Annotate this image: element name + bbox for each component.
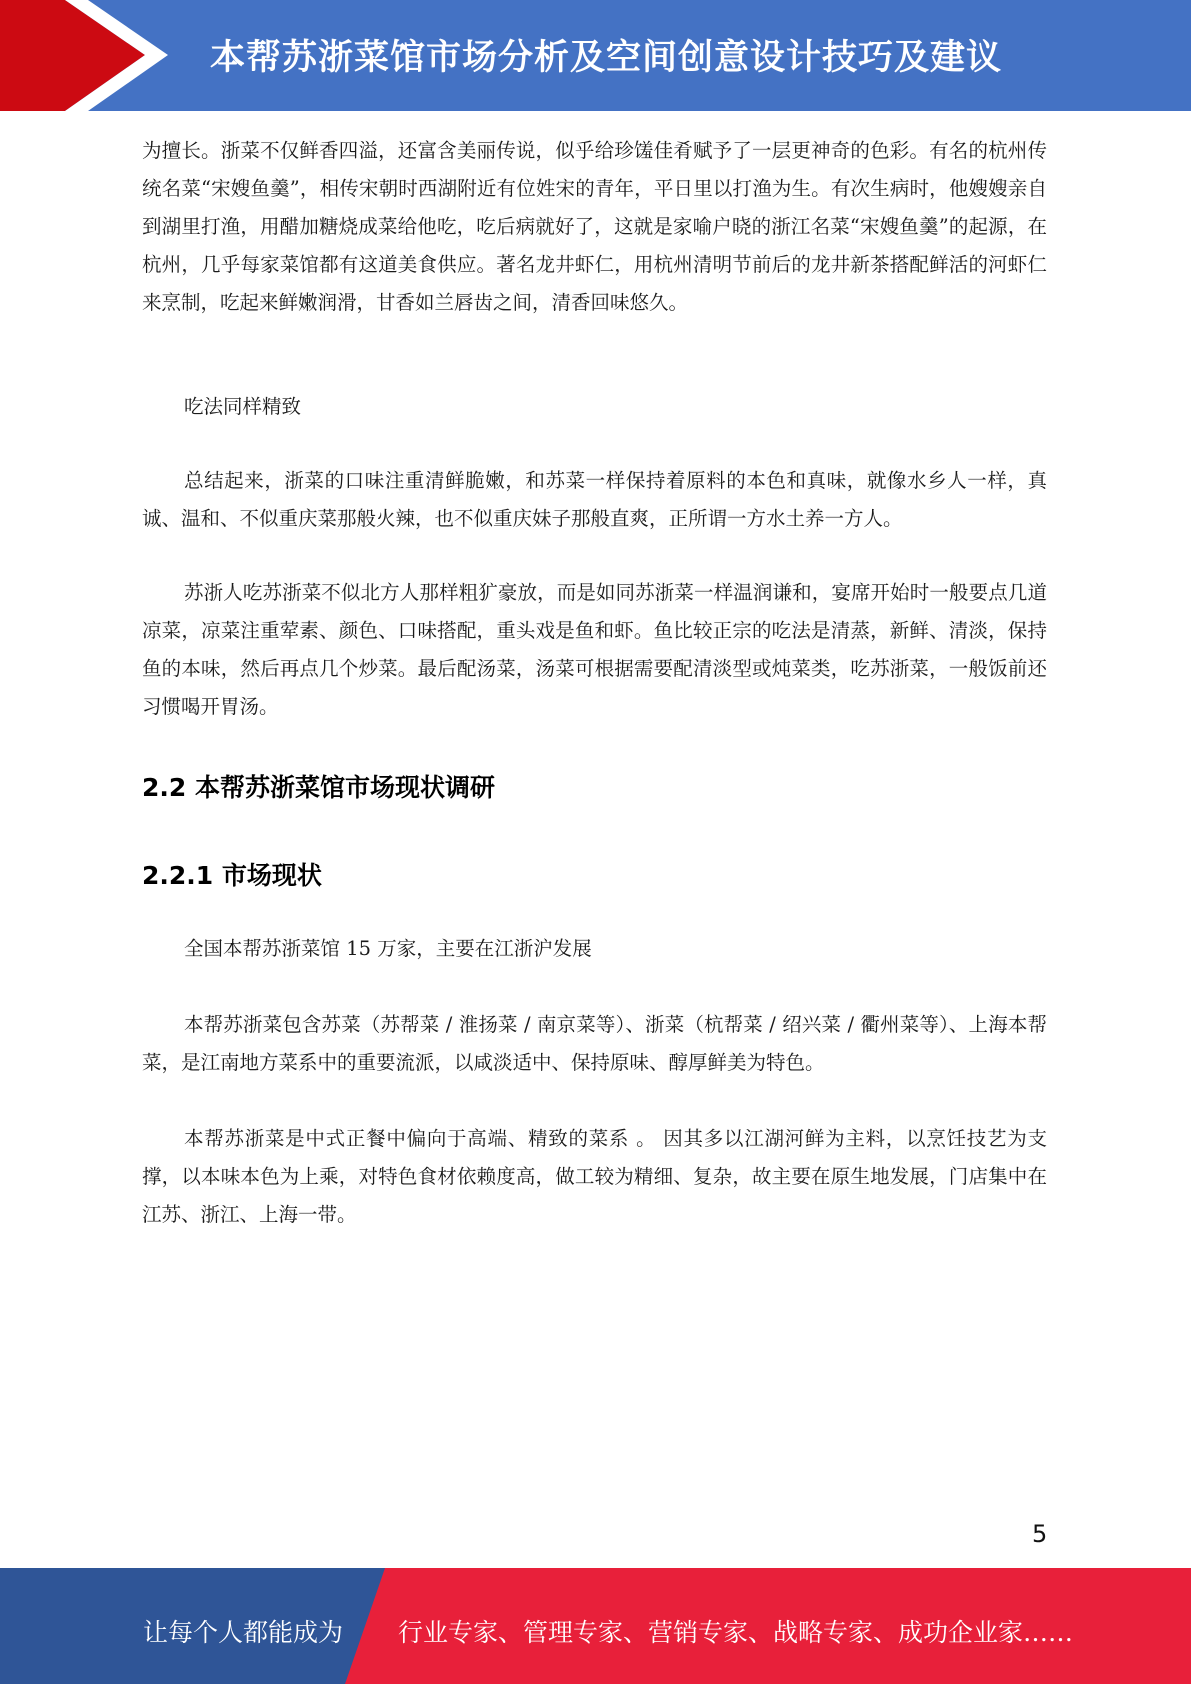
paragraph: 苏浙人吃苏浙菜不似北方人那样粗犷豪放，而是如同苏浙菜一样温润谦和，宴席开始时一般要点几道凉菜，凉菜注重荤素、颜色、口味搭配，重头戏是鱼和虾。鱼比较正宗的吃法是清蒸，新鲜、清淡，保持鱼的本味，然后再点几个炒菜。最后配汤菜，汤菜可根据需要配清淡型或炖菜类，吃苏浙菜，一般饭前还习惯喝开胃汤。 xyxy=(142,581,1047,718)
paragraph: 为擅长。浙菜不仅鲜香四溢，还富含美丽传说，似乎给珍馐佳肴赋予了一层更神奇的色彩。有名的杭州传统名菜“宋嫂鱼羹”，相传宋朝时西湖附近有位姓宋的青年，平日里以打渔为生。有次生病时，他嫂嫂亲自到湖里打渔，用醋加糖烧成菜给他吃，吃后病就好了，这就是家喻户晓的浙江名菜“宋嫂鱼羹”的起源，在杭州，几乎每家菜馆都有这道美食供应。著名龙井虾仁，用杭州清明节前后的龙井新茶搭配鲜活的河虾仁来烹制，吃起来鲜嫩润滑，甘香如兰唇齿之间，清香回味悠久。 xyxy=(142,139,1047,314)
page-footer xyxy=(0,1568,1191,1684)
paragraph: 总结起来，浙菜的口味注重清鲜脆嫩，和苏菜一样保持着原料的本色和真味，就像水乡人一样，真诚、温和、不似重庆菜那般火辣，也不似重庆妹子那般直爽，正所谓一方水土养一方人。 xyxy=(142,469,1047,530)
paragraph: 全国本帮苏浙菜馆 15 万家，主要在江浙沪发展 xyxy=(184,937,592,960)
footer-slogan-left: 让每个人都能成为 xyxy=(143,1618,344,1647)
subsection-heading: 2.2.1 市场现状 xyxy=(142,861,322,890)
paragraph: 吃法同样精致 xyxy=(184,395,302,418)
document-title: 本帮苏浙菜馆市场分析及空间创意设计技巧及建议 xyxy=(210,38,1003,78)
footer-slogan-right: 行业专家、管理专家、营销专家、战略专家、成功企业家…… xyxy=(398,1618,1074,1647)
main-content xyxy=(142,132,1047,1234)
page-number: 5 xyxy=(1032,1520,1048,1548)
paragraph: 本帮苏浙菜包含苏菜（苏帮菜 / 淮扬菜 / 南京菜等）、浙菜（杭帮菜 / 绍兴菜 / 衢州菜等）、上海本帮菜，是江南地方菜系中的重要流派，以咸淡适中、保持原味、醇厚鲜美为特色。 xyxy=(142,1013,1047,1074)
section-heading: 2.2 本帮苏浙菜馆市场现状调研 xyxy=(142,773,495,802)
paragraph: 本帮苏浙菜是中式正餐中偏向于高端、精致的菜系 。 因其多以江湖河鲜为主料，以烹饪技艺为支撑，以本味本色为上乘，对特色食材依赖度高，做工较为精细、复杂，故主要在原生地发展，门店集中在江苏、浙江、上海一带。 xyxy=(142,1127,1047,1226)
page-header xyxy=(0,0,1191,111)
